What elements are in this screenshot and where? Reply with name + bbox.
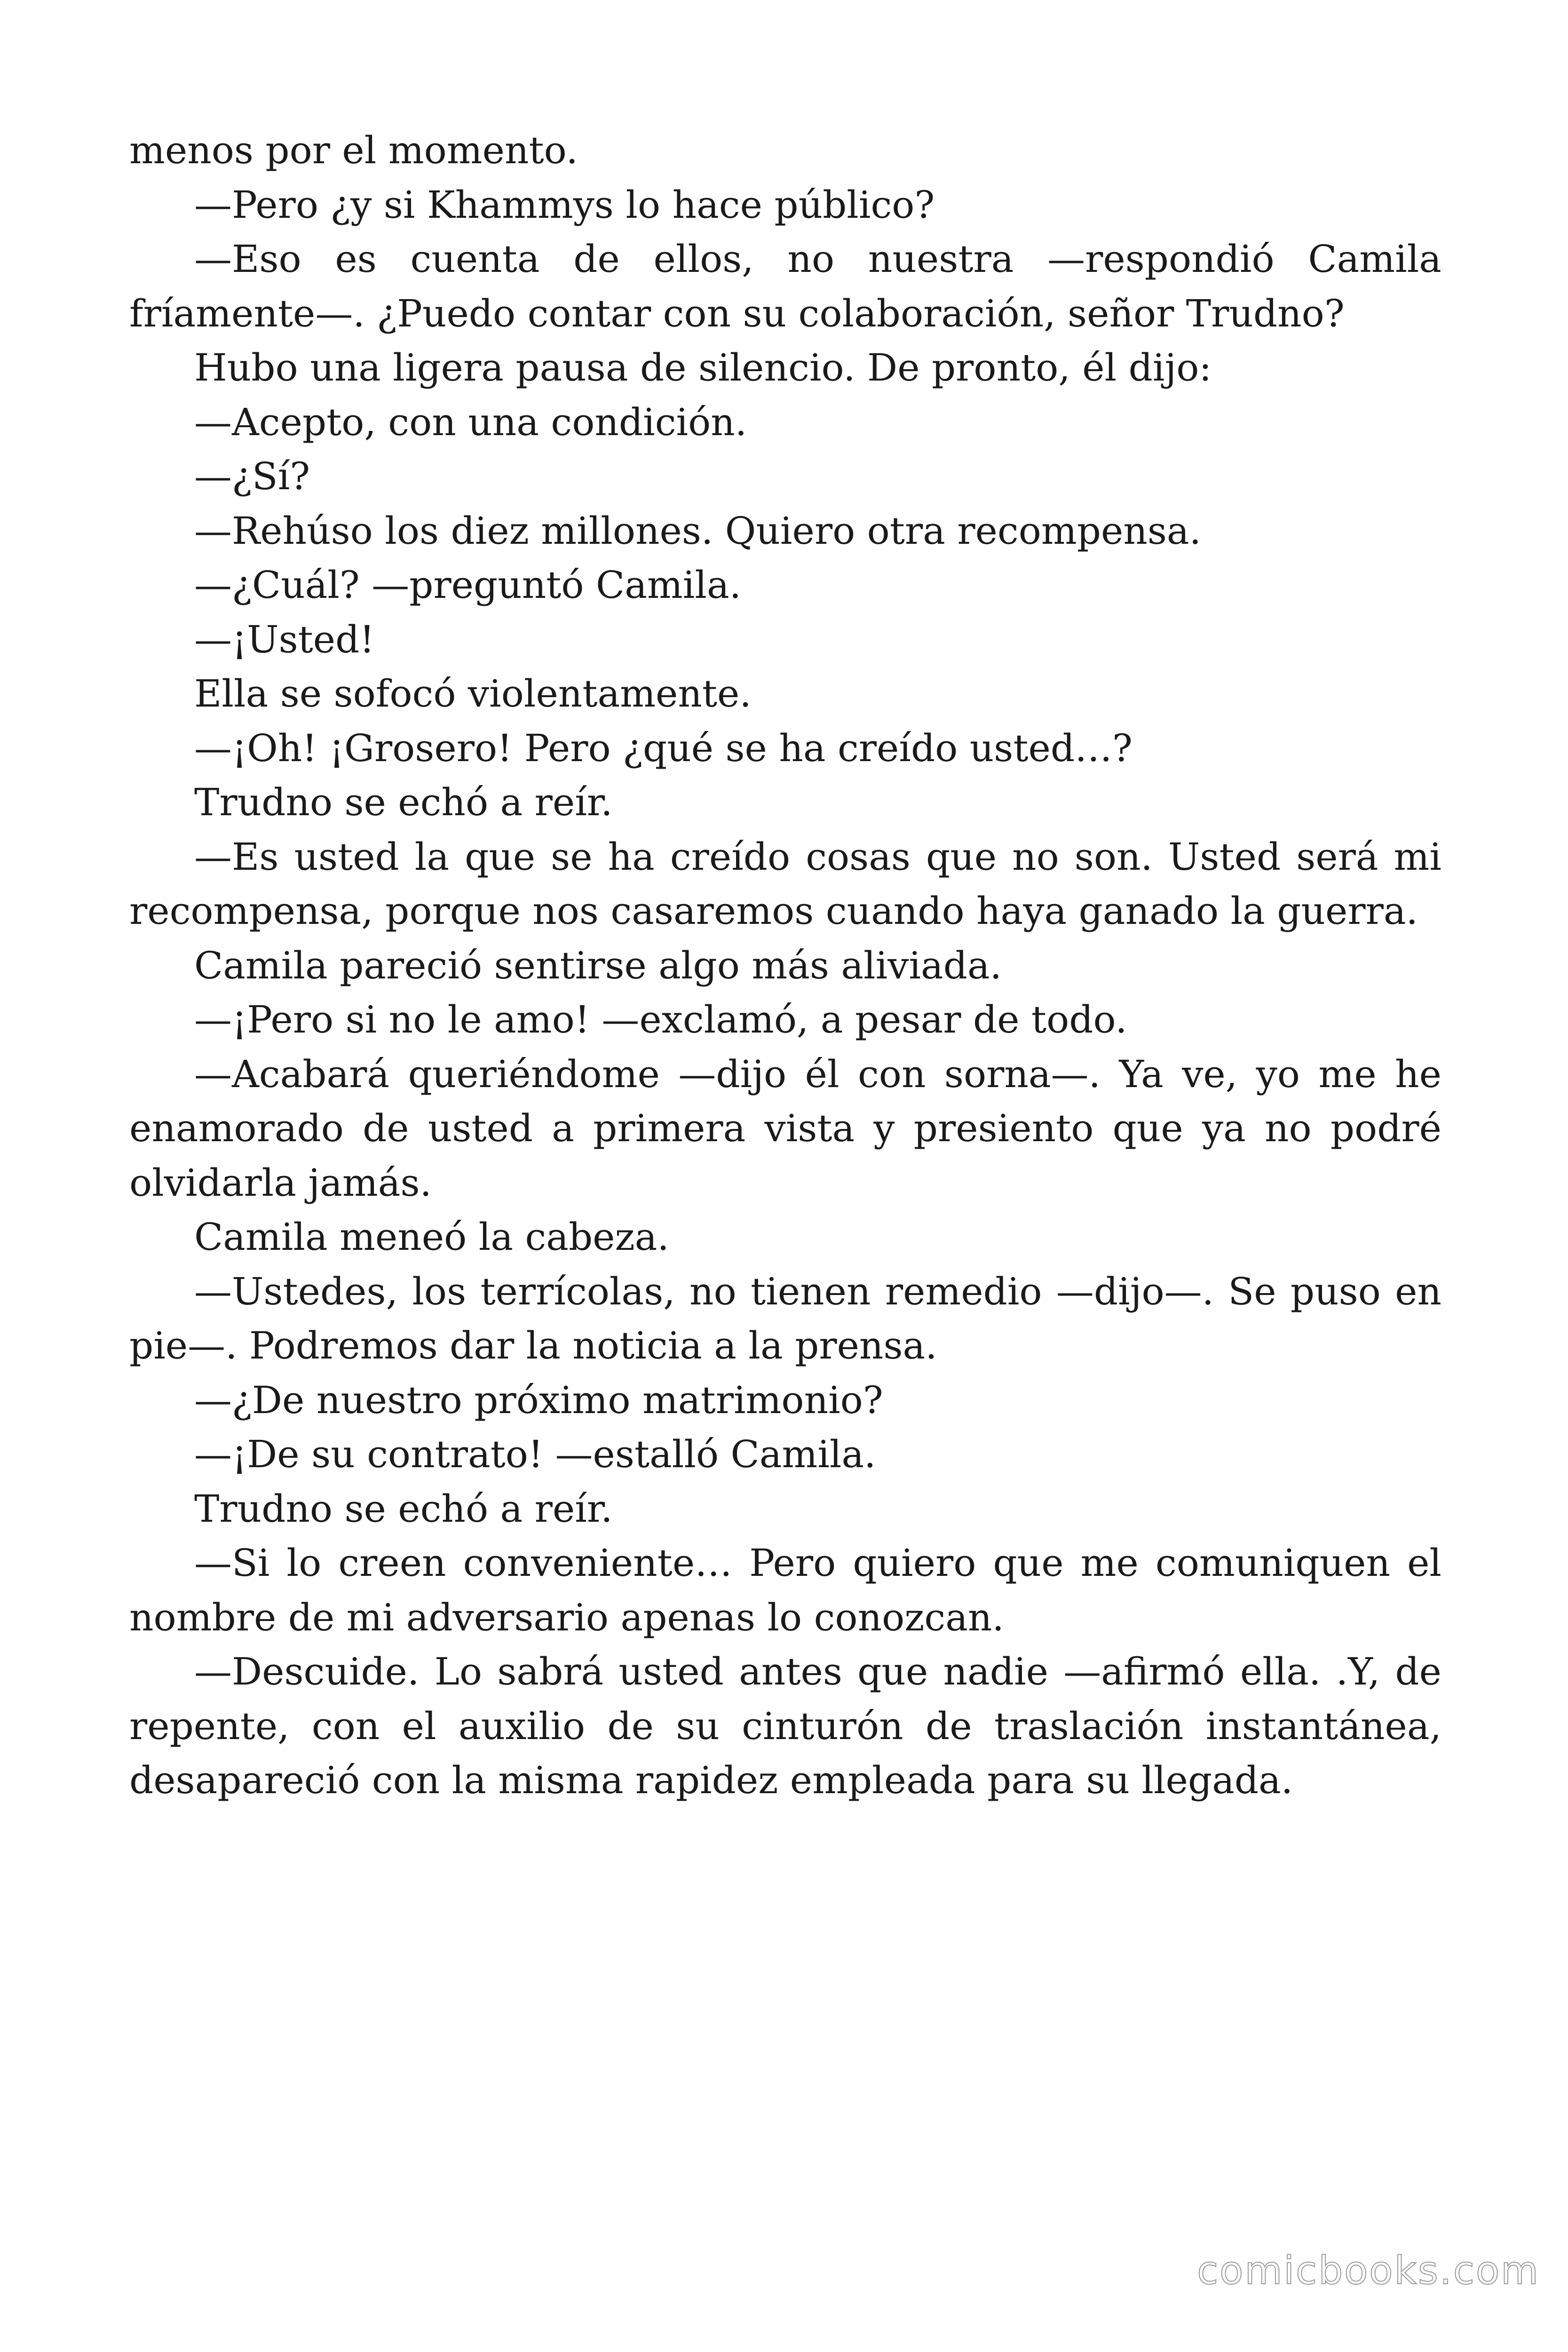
paragraph-3: —Eso es cuenta de ellos, no nuestra —respondió Camila fríamente—. ¿Puedo contar con su colaboración, señor Trudno? (129, 237, 1441, 335)
paragraph-6: —¿Sí? (194, 454, 310, 498)
paragraph-4: Hubo una ligera pausa de silencio. De pronto, él dijo: (194, 346, 1212, 389)
paragraph-9: —¡Usted! (194, 617, 375, 661)
paragraph-8: —¿Cuál? —preguntó Camila. (194, 563, 742, 607)
paragraph-5: —Acepto, con una condición. (194, 400, 747, 444)
paragraph-12: Trudno se echó a reír. (194, 780, 613, 824)
paragraph-17: Camila meneó la cabeza. (194, 1215, 669, 1259)
watermark: comicbooks.com (1197, 2249, 1540, 2293)
paragraph-20: —¡De su contrato! —estalló Camila. (194, 1432, 876, 1476)
paragraph-7: —Rehúso los diez millones. Quiero otra recompensa. (194, 509, 1202, 553)
paragraph-1: menos por el momento. (129, 128, 578, 172)
paragraph-11: —¡Oh! ¡Grosero! Pero ¿qué se ha creído usted…? (194, 726, 1132, 770)
paragraph-2: —Pero ¿y si Khammys lo hace público? (194, 183, 935, 227)
paragraph-18: —Ustedes, los terrícolas, no tienen remedio —dijo—. Se puso en pie—. Podremos dar la noticia a la prensa. (129, 1269, 1441, 1367)
page-body (129, 123, 1441, 1808)
paragraph-22: —Si lo creen conveniente… Pero quiero que me comuniquen el nombre de mi adversario apenas lo conozcan. (129, 1541, 1441, 1639)
paragraph-13: —Es usted la que se ha creído cosas que no son. Usted será mi recompensa, porque nos casaremos cuando haya ganado la guerra. (129, 834, 1441, 933)
paragraph-21: Trudno se echó a reír. (194, 1486, 613, 1531)
paragraph-19: —¿De nuestro próximo matrimonio? (194, 1378, 883, 1422)
paragraph-15: —¡Pero si no le amo! —exclamó, a pesar de todo. (194, 998, 1127, 1041)
paragraph-14: Camila pareció sentirse algo más aliviada. (194, 943, 1002, 987)
paragraph-23: —Descuide. Lo sabrá usted antes que nadie —afirmó ella. .Y, de repente, con el auxilio de su cinturón de traslación instantánea, desapareció con la misma rapidez empleada para su llegada. (129, 1650, 1441, 1802)
paragraph-10: Ella se sofocó violentamente. (194, 672, 752, 715)
paragraph-16: —Acabará queriéndome —dijo él con sorna—. Ya ve, yo me he enamorado de usted a primera vista y presiento que ya no podré olvidarla jamás. (129, 1052, 1441, 1205)
